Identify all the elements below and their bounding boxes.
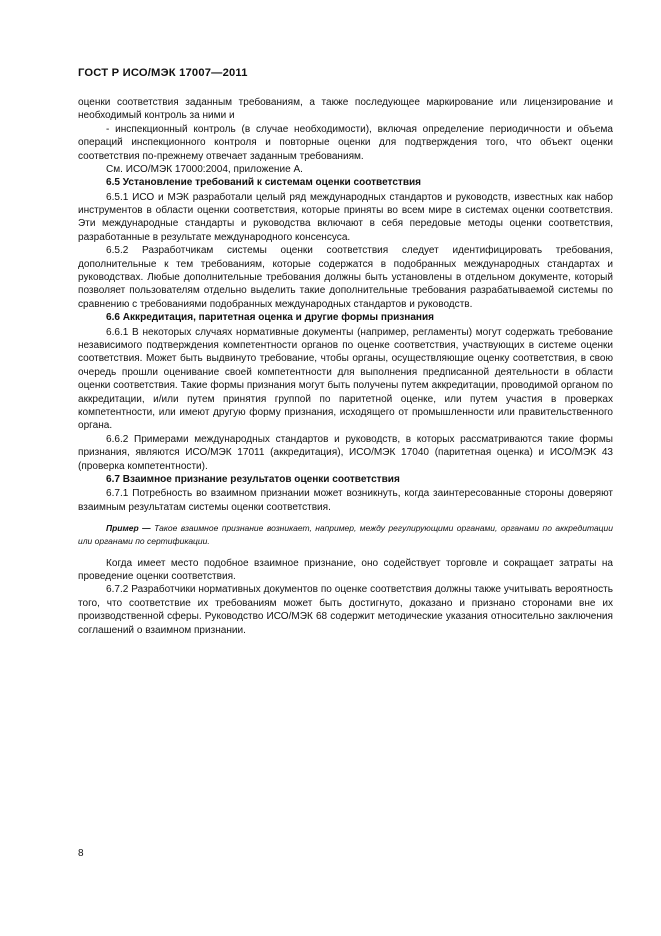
document-body [78,96,613,637]
paragraph-reference: См. ИСО/МЭК 17000:2004, приложение А. [106,164,303,176]
paragraph-6-7-1: 6.7.1 Потребность во взаимном признании может возникнуть, когда заинтересованные стороны доверяют взаимным результатам системы оценки соответствия. [78,488,613,513]
page-number: 8 [78,848,84,859]
paragraph-6-7-2: 6.7.2 Разработчики нормативных документов по оценке соответствия должны также учитывать вероятность того, что соответствие их требованиям может быть достигнуто, доказано и признано сторонами вне их производственной сферы. Руководство ИСО/МЭК 68 содержит методические указания относительно заключения соглашений о взаимном признании. [78,584,613,636]
paragraph-6-7-1-continued: Когда имеет место подобное взаимное признание, оно содействует торговле и сокращает затраты на проведение оценки соответствия. [78,557,613,582]
paragraph-6-5-2: 6.5.2 Разработчикам системы оценки соответствия следует идентифицировать требования, дополнительные к тем требованиям, которые содержатся в подобранных международных стандартах и руководствах. Любые дополнительные требования должны быть установлены в отдельном документе, который позволяет пользователям отдельно выделить такие дополнительные требования разрабатываемой системы по сравнению с требованиями подобранных международных стандартов и руководств. [78,245,613,310]
document-header: ГОСТ Р ИСО/МЭК 17007—2011 [78,67,248,79]
paragraph-6-6-1: 6.6.1 В некоторых случаях нормативные документы (например, регламенты) могут содержать требование независимого подтверждения компетентности органов по оценке соответствия, участвующих в системе оценки соответствия. Может быть выдвинуто требование, чтобы органы, осуществляющие оценку соответствия, в свою очередь прошли оценивание своей компетентности для выполнения предписанной деятельности в области оценки соответствия. Такие формы признания могут быть получены путем аккредитации, проводимой органом по аккредитации, и/или путем принятия группой по паритетной оценке, или путем участия в проверках компетентности, или имеют другую форму признания, исходящего от промышленности или правительственного органа. [78,326,613,432]
section-heading-6-6: 6.6 Аккредитация, паритетная оценка и другие формы признания [106,312,435,324]
section-heading-6-7: 6.7 Взаимное признание результатов оценки соответствия [106,473,400,485]
paragraph-continuation: оценки соответствия заданным требованиям, а также последующее маркирование или лицензирование и необходимый контроль за ними и [78,97,613,122]
paragraph-6-6-2: 6.6.2 Примерами международных стандартов и руководств, в которых рассматриваются такие формы признания, являются ИСО/МЭК 17011 (аккредитация), ИСО/МЭК 17040 (паритетная оценка) и ИСО/МЭК 43 (проверка компетентности). [78,433,613,472]
paragraph-6-5-1: 6.5.1 ИСО и МЭК разработали целый ряд международных стандартов и руководств, известных как набор инструментов в области оценки соответствия, которые приняты во всем мире в системах оценки соответствия. Эти международные стандарты и руководства включают в себя передовые методы оценки соответствия, разработанные в результате международного консенсуса. [78,191,613,243]
paragraph-inspection-control: - инспекционный контроль (в случае необходимости), включая определение периодичности и объема операций инспекционного контроля и повторные оценки для подтверждения того, что объект оценки соответствия по-прежнему отвечает заданным требованиям. [78,123,613,162]
example-note-label: Пример — [106,522,151,533]
example-note-text: Такое взаимное признание возникает, например, между регулирующими органами, органами по аккредитации или органами по сертификации. [78,522,613,546]
example-note [78,522,613,548]
section-heading-6-5: 6.5 Установление требований к системам оценки соответствия [106,177,422,189]
